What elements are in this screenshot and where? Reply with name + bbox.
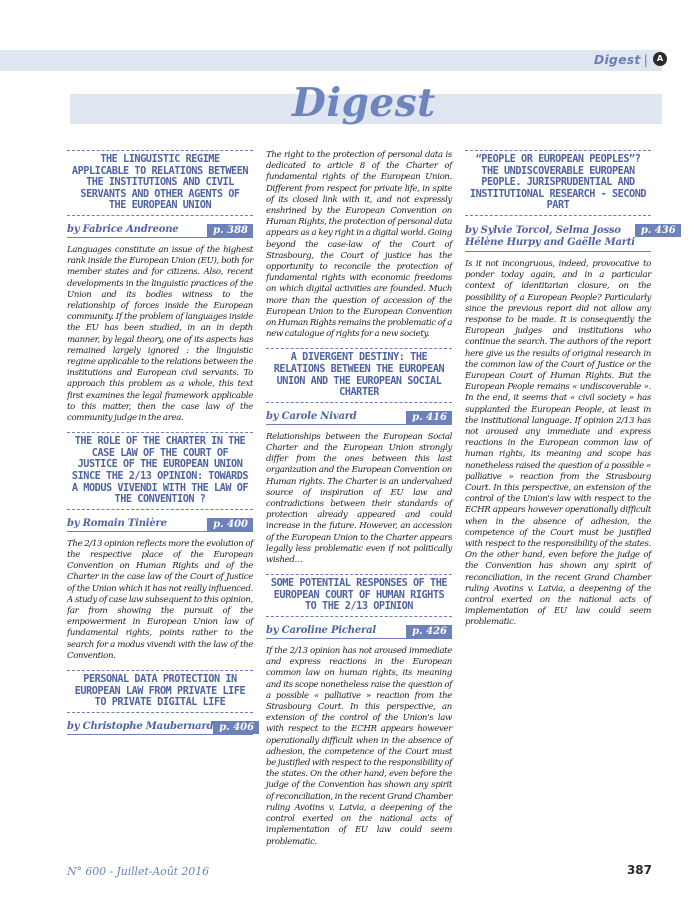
article-title: PERSONAL DATA PROTECTION IN EUROPEAN LAW FROM PRIVATE LIFE TO PRIVATE DIGITAL LIFE <box>74 674 246 709</box>
article-title: THE LINGUISTIC REGIME APPLICABLE TO RELATIONS BETWEEN THE INSTITUTIONS AND CIVIL SERVANTS AND OTHER AGENTS OF THE EUROPEAN UNION <box>71 154 249 212</box>
article-author: by Carole Nivard <box>266 410 357 422</box>
article-title-box <box>266 348 452 402</box>
article-title-box <box>67 432 253 510</box>
article-byline <box>67 719 253 735</box>
article-byline <box>266 409 452 425</box>
article-page-ref[interactable]: p. 400 <box>207 518 253 531</box>
article-title-box <box>266 574 452 617</box>
article-abstract: Relationships between the European Social Charter and the European Union strongly differ from the ones between this last organization and the European Convention on Human rights. The Charter is an undervalued source of inspiration of EU law and contradictions between their standards of protection already appeared and could increase in the future. However, an accession of the European Union to the Charter appears legally less problematic even if not politically wished… <box>266 431 452 566</box>
article-page-ref[interactable]: p. 426 <box>406 625 452 638</box>
article-title-box <box>465 150 651 216</box>
article-page-ref[interactable]: p. 436 <box>635 224 681 237</box>
article-author: by Christophe Maubernard <box>67 720 214 732</box>
article-abstract: Is it not incongruous, indeed, provocative to ponder today again, and in a particular context of identitarian closure, on the possibility of a European People? Particularly since the previous report did not allow any response to be made. It is consequently the European judges and institutions who continue the search. The authors of the report here give us the results of original research in the common law of the Court of Justice or the European Court of Human Rights. But the European People remains « undiscoverable ». In the end, it seems that « civil society » has supplanted the European People, at least in the institutional language. If opinion 2/13 has not aroused any immediate and express reactions in the European common law of human rights, its meaning and scope has nonetheless raised the question of a possible « palliative » reaction from the Strasbourg Court. In this perspective, an extension of the control of the Union's law with respect to the ECHR appears however operationally difficult when in the absence of adhesion, the competence of the Court must be justified with respect to the responsibility of the states. On the other hand, even before the judge of the Convention has shown any spirit of reconciliation, in the recent Grand Chamber ruling Avotins v. Latvia, a deepening of the control exerted on the national acts of implementation of EU law could seem problematic. <box>465 258 651 628</box>
article-title: A DIVERGENT DESTINY: THE RELATIONS BETWEEN THE EUROPEAN UNION AND THE EUROPEAN SOCIAL CHARTER <box>273 352 445 399</box>
column-3 <box>465 150 676 637</box>
article-abstract: The 2/13 opinion reflects more the evolution of the respective place of the European Convention on Human Rights and of the Charter in the case law of the Court of Justice of the Union which it has not really influenced. A study of case law subsequent to this opinion, far from showing the pursuit of the empowerment in European Union law of fundamental rights, points rather to the search for a modus vivendi with the law of the Convention. <box>67 538 253 661</box>
section-logo-icon: A <box>653 52 667 66</box>
article-byline <box>465 222 676 252</box>
column-1 <box>67 150 253 742</box>
article-author: by Sylvie Torcol, Selma Josso Hélène Hurpy and Gaëlle Marti <box>465 224 635 248</box>
article-page-ref[interactable]: p. 406 <box>213 721 259 734</box>
article-byline <box>266 623 452 639</box>
article-title-box <box>67 150 253 216</box>
page-number: 387 <box>626 863 652 877</box>
article-byline <box>67 516 253 532</box>
article-abstract: Languages constitute an issue of the highest rank inside the European Union (EU), both for member states and for citizens. Also, recent developments in the linguistic practices of the Union and its bodies witness to the relationship of forces inside the European community. If the problem of languages inside the EU has been studied, in an in depth manner, by legal theory, one of its aspects has remained largely ignored : the linguistic regime applicable to the relations between the institutions and European civil servants. To approach this problem as a whole, this text first examines the legal framework applicable to this matter, then the case law of the community judge in the area. <box>67 244 253 424</box>
page-title: Digest <box>292 80 436 126</box>
article-page-ref[interactable]: p. 388 <box>207 224 253 237</box>
article-title: “PEOPLE OR EUROPEAN PEOPLES”? THE UNDISCOVERABLE EUROPEAN PEOPLE. JURISPRUDENTIAL AND INSTITUTIONAL RESEARCH - SECOND PART <box>469 154 647 212</box>
issue-footer: N° 600 - Juillet-Août 2016 <box>67 865 209 878</box>
article-author: by Caroline Picheral <box>266 625 376 637</box>
header-section-label: Digest | <box>593 52 648 67</box>
article-title-box <box>67 670 253 713</box>
article-abstract: The right to the protection of personal data is dedicated to article 8 of the Charter of fundamental rights of the European Union. Different from respect for private life, in spite of its closed link with it, and not expressly enshrined by the European Convention on Human Rights, the protection of personal data appears as a key right in a digital world. Going beyond the case-law of the Court of Strasbourg, the Court of justice has the opportunity to reconcile the protection of fundamental rights with economic freedoms on which digital activities are founded. Much more than the question of accession of the European Union to the European Convention on Human Rights remains the problematic of a new catalogue of rights for a new society. <box>266 150 453 340</box>
article-author: by Romain Tinière <box>67 517 167 529</box>
article-page-ref[interactable]: p. 416 <box>406 411 452 424</box>
article-title: SOME POTENTIAL RESPONSES OF THE EUROPEAN COURT OF HUMAN RIGHTS TO THE 2/13 OPINION <box>270 578 448 613</box>
article-author: by Fabrice Andreone <box>67 223 179 235</box>
column-2 <box>266 150 452 856</box>
article-byline <box>67 222 253 238</box>
article-title: THE ROLE OF THE CHARTER IN THE CASE LAW OF THE COURT OF JUSTICE OF THE EUROPEAN UNION SINCE THE 2/13 OPINION: TOWARDS A MODUS VIVENDI WITH THE LAW OF THE CONVENTION ? <box>71 436 249 506</box>
header-band <box>0 50 662 71</box>
article-abstract: If the 2/13 opinion has not aroused immediate and express reactions in the European common law on human rights, its meaning and its scope nonetheless raise the question of a possible « palliative » reaction from the Strasbourg Court. In this perspective, an extension of the control of the Union's law with respect to the ECHR appears however operationally difficult when in the absence of adhesion, the competence of the Court must be justified with respect to the responsibility of the states. On the other hand, even before the judge of the Convention has shown any spirit of reconciliation, in the recent Grand Chamber ruling Avotins v. Latvia, a deepening of the control exerted on the national acts of implementation of EU law could seem problematic. <box>266 646 452 847</box>
